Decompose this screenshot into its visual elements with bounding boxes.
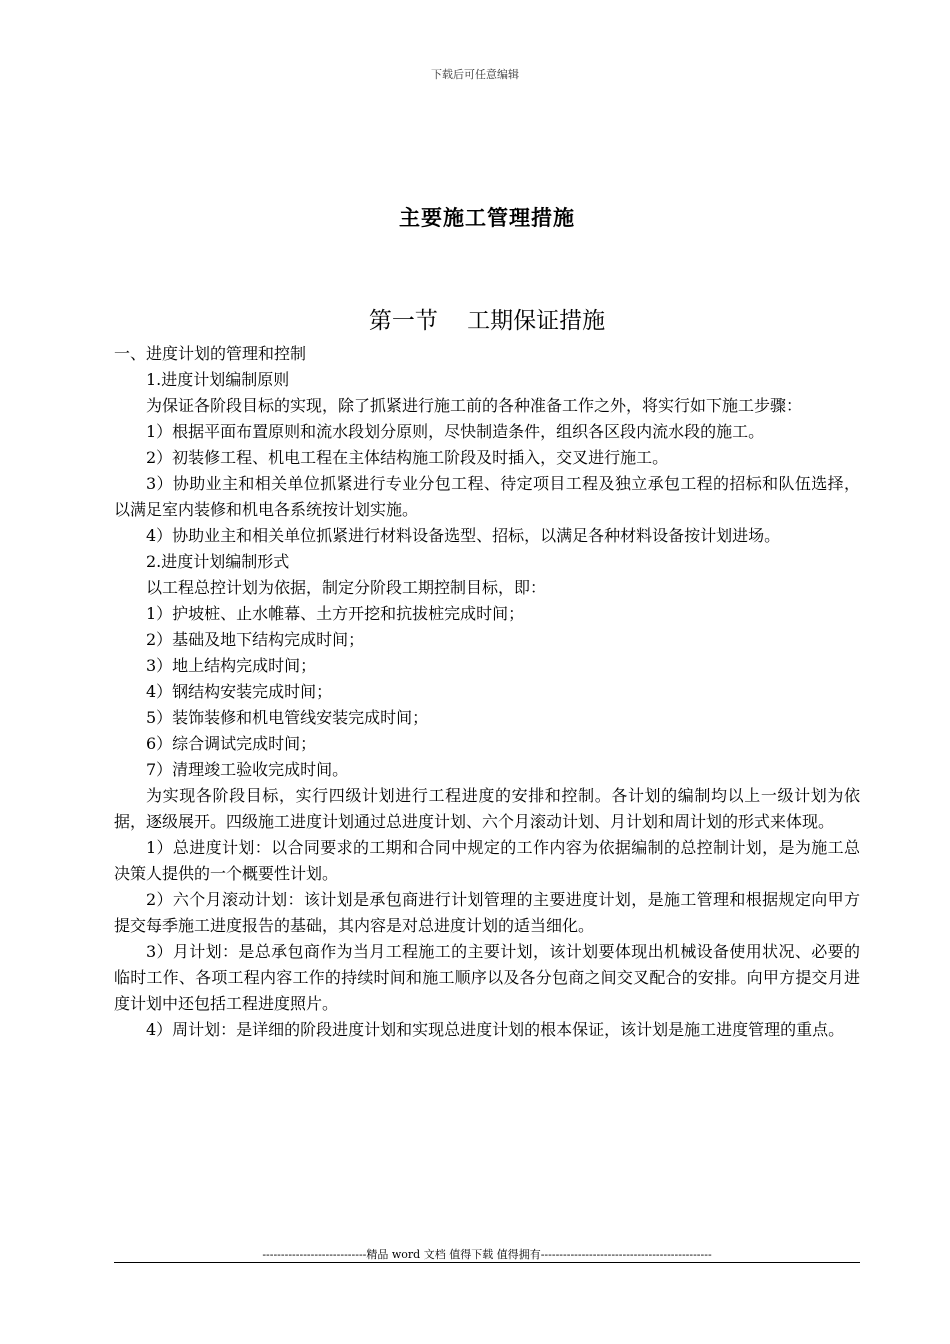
paragraph: 3）月计划：是总承包商作为当月工程施工的主要计划，该计划要体现出机械设备使用状况、必要的临时工作、各项工程内容工作的持续时间和施工顺序以及各分包商之间交叉配合的安排。向甲方提交月进度计划中还包括工程进度照片。 (114, 942, 860, 1013)
paragraph: 2）初装修工程、机电工程在主体结构施工阶段及时插入，交叉进行施工。 (146, 448, 669, 467)
document-title: 主要施工管理措施 (399, 205, 575, 230)
list-item: 1）护坡桩、止水帷幕、土方开挖和抗拔桩完成时间； (146, 604, 525, 623)
paragraph: 2）六个月滚动计划：该计划是承包商进行计划管理的主要进度计划，是施工管理和根据规定向甲方提交每季施工进度报告的基础，其内容是对总进度计划的适当细化。 (114, 890, 860, 935)
list-item: 4）钢结构安装完成时间； (146, 682, 333, 701)
paragraph: 为实现各阶段目标，实行四级计划进行工程进度的安排和控制。各计划的编制均以上一级计划为依据，逐级展开。四级施工进度计划通过总进度计划、六个月滚动计划、月计划和周计划的形式来体现。 (114, 786, 860, 831)
paragraph: 3）协助业主和相关单位抓紧进行专业分包工程、待定项目工程及独立承包工程的招标和队伍选择，以满足室内装修和机电各系统按计划实施。 (114, 474, 860, 519)
section-title: 第一节 工期保证措施 (368, 308, 606, 334)
document-body (114, 341, 860, 1043)
heading-progress-plan-control: 一、进度计划的管理和控制 (114, 344, 307, 363)
paragraph: 1）根据平面布置原则和流水段划分原则，尽快制造条件，组织各区段内流水段的施工。 (146, 422, 765, 441)
list-item: 7）清理竣工验收完成时间。 (146, 760, 349, 779)
paragraph: 1）总进度计划：以合同要求的工期和合同中规定的工作内容为依据编制的总控制计划，是为施工总决策人提供的一个概要性计划。 (114, 838, 860, 883)
list-item: 6）综合调试完成时间； (146, 734, 317, 753)
subheading-plan-forms: 2.进度计划编制形式 (146, 552, 290, 571)
page-header-note: 下载后可任意编辑 (431, 68, 519, 81)
list-item: 2）基础及地下结构完成时间； (146, 630, 365, 649)
list-item: 5）装饰装修和机电管线安装完成时间； (146, 708, 429, 727)
paragraph: 以工程总控计划为依据，制定分阶段工期控制目标，即： (146, 578, 547, 597)
paragraph: 为保证各阶段目标的实现，除了抓紧进行施工前的各种准备工作之外，将实行如下施工步骤： (146, 396, 803, 415)
page-footer-text: ----------------------------精品 word 文档 值得下载 值得拥有---------------------------------------------- (262, 1248, 712, 1261)
paragraph: 4）周计划：是详细的阶段进度计划和实现总进度计划的根本保证，该计划是施工进度管理的重点。 (146, 1020, 845, 1039)
paragraph: 4）协助业主和相关单位抓紧进行材料设备选型、招标，以满足各种材料设备按计划进场。 (146, 526, 781, 545)
list-item: 3）地上结构完成时间； (146, 656, 317, 675)
subheading-plan-principles: 1.进度计划编制原则 (146, 370, 290, 389)
footer-divider (114, 1262, 860, 1263)
